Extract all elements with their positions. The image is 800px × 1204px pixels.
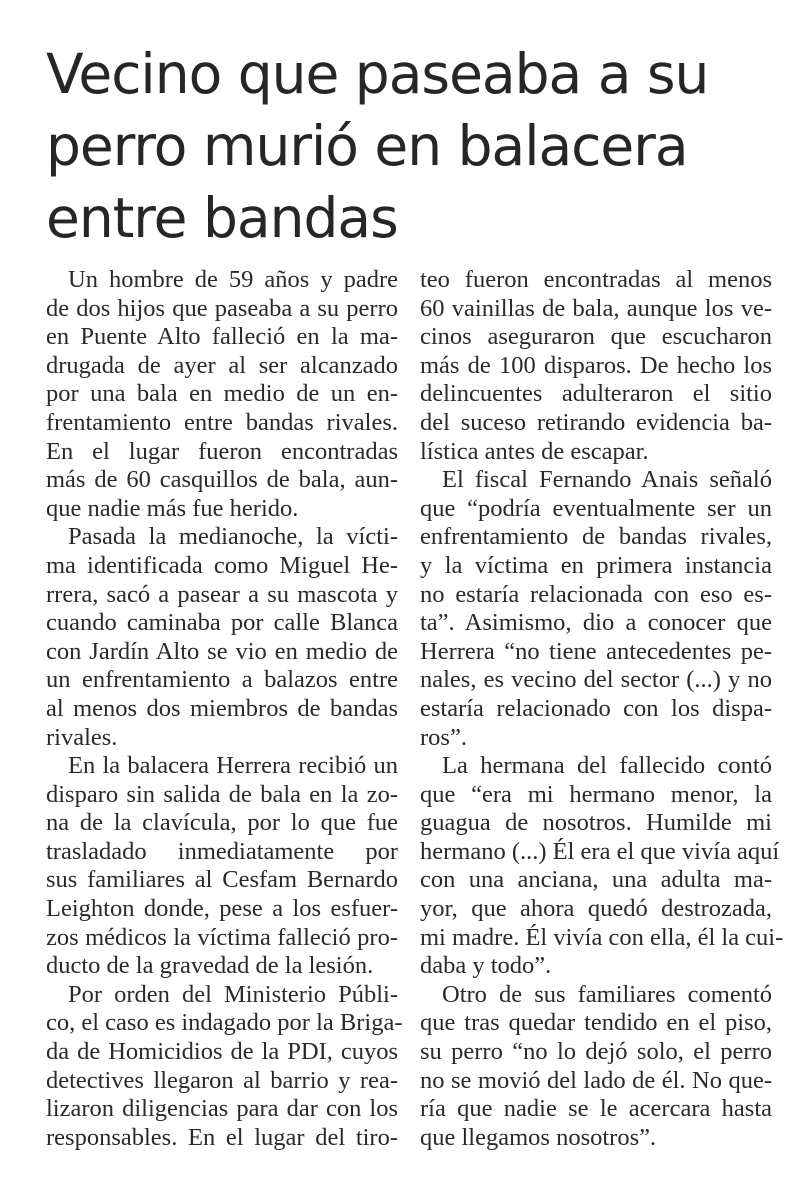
body-text-line: más de 60 casquillos de bala, aun- [46,466,398,494]
body-text-line: por una bala en medio de un en- [46,380,398,408]
body-text-line: trasladado inmediatamente por [46,837,398,865]
article-headline [46,38,766,254]
body-text-line: co, el caso es indagado por la Briga- [46,1009,403,1037]
body-text-line: del suceso retirando evidencia ba- [420,408,772,436]
body-text-line: 60 vainillas de bala, aunque los ve- [420,294,772,322]
body-text-line: de dos hijos que paseaba a su perro [46,294,398,322]
body-text-line: mi madre. Él vivía con ella, él la cui- [420,923,784,951]
body-text-line: Leighton donde, pese a los esfuer- [46,895,398,923]
body-text-line: que “podría eventualmente ser un [420,494,772,522]
body-text-line: yor, que ahora quedó destrozada, [420,895,772,923]
body-text-line: En el lugar fueron encontradas [46,437,398,465]
body-text-line: lizaron diligencias para dar con los [46,1095,398,1123]
body-text-line: na de la clavícula, por lo que fue [46,809,398,837]
body-text-line: que llegamos nosotros”. [420,1123,657,1151]
body-text-line: que tras quedar tendido en el piso, [420,1009,772,1037]
body-text-line: no se movió del lado de él. No que- [420,1066,772,1094]
body-text-line: rivales. [46,723,118,751]
body-text-line: zos médicos la víctima falleció pro- [46,923,398,951]
body-text-line: detectives llegaron al barrio y rea- [46,1066,398,1094]
body-text-line: en Puente Alto falleció en la ma- [46,323,398,351]
body-text-line: un enfrentamiento a balazos entre [46,666,398,694]
body-text-line: El fiscal Fernando Anais señaló [442,466,772,494]
body-text-line: ducto de la gravedad de la lesión. [46,952,374,980]
body-text-line: con Jardín Alto se vio en medio de [46,637,398,665]
body-text-line: cinos aseguraron que escucharon [420,323,772,351]
body-text-line: ta”. Asimismo, dio a conocer que [420,609,772,637]
body-text-line: Otro de sus familiares comentó [442,980,772,1008]
body-text-line: ros”. [420,723,467,751]
body-text-line: ma identificada como Miguel He- [46,551,398,579]
body-text-line: Pasada la medianoche, la vícti- [68,523,398,551]
article-column-right [420,266,784,1152]
body-text-line: Un hombre de 59 años y padre [68,266,398,293]
body-text-line: Herrera “no tiene antecedentes pe- [420,637,772,665]
body-text-line: no estaría relacionada con eso es- [420,580,772,608]
body-text-line: responsables. En el lugar del tiro- [46,1123,398,1151]
body-text-line: que nadie más fue herido. [46,494,299,522]
body-text-line: guagua de nosotros. Humilde mi [420,809,772,837]
body-text-line: sus familiares al Cesfam Bernardo [46,866,398,894]
body-text-line: disparo sin salida de bala en la zo- [46,780,398,808]
body-text-line: frentamiento entre bandas rivales. [46,408,398,436]
body-text-line: drugada de ayer al ser alcanzado [46,351,398,379]
body-text-line: rrera, sacó a pasear a su mascota y [46,580,398,608]
body-text-line: cuando caminaba por calle Blanca [46,609,398,637]
body-text-line: En la balacera Herrera recibió un [68,752,398,780]
body-text-line: con una anciana, una adulta ma- [420,866,772,894]
body-text-line: más de 100 disparos. De hecho los [420,351,772,379]
body-text-line: al menos dos miembros de bandas [46,694,398,722]
body-text-line: lística antes de escapar. [420,437,649,465]
headline-line: entre bandas [46,186,398,250]
headline-line: Vecino que paseaba a su [46,42,709,106]
body-text-line: delincuentes adulteraron el sitio [420,380,772,408]
body-text-line: hermano (...) Él era el que vivía aquí [420,837,780,865]
body-text-line: da de Homicidios de la PDI, cuyos [46,1038,398,1066]
body-text-line: enfrentamiento de bandas rivales, [420,523,772,551]
body-text-line: que “era mi hermano menor, la [420,780,772,808]
article-column-left [46,266,403,1152]
body-text-line: estaría relacionado con los dispa- [420,694,772,722]
body-text-line: y la víctima en primera instancia [420,551,772,579]
body-text-line: teo fueron encontradas al menos [420,266,772,293]
body-text-line: su perro “no lo dejó solo, el perro [420,1038,772,1066]
body-text-line: nales, es vecino del sector (...) y no [420,666,772,694]
body-text-line: ría que nadie se le acercara hasta [420,1095,772,1123]
body-text-line: daba y todo”. [420,952,552,980]
body-text-line: La hermana del fallecido contó [442,752,772,780]
body-text-line: Por orden del Ministerio Públi- [68,980,398,1008]
headline-line: perro murió en balacera [46,114,688,178]
